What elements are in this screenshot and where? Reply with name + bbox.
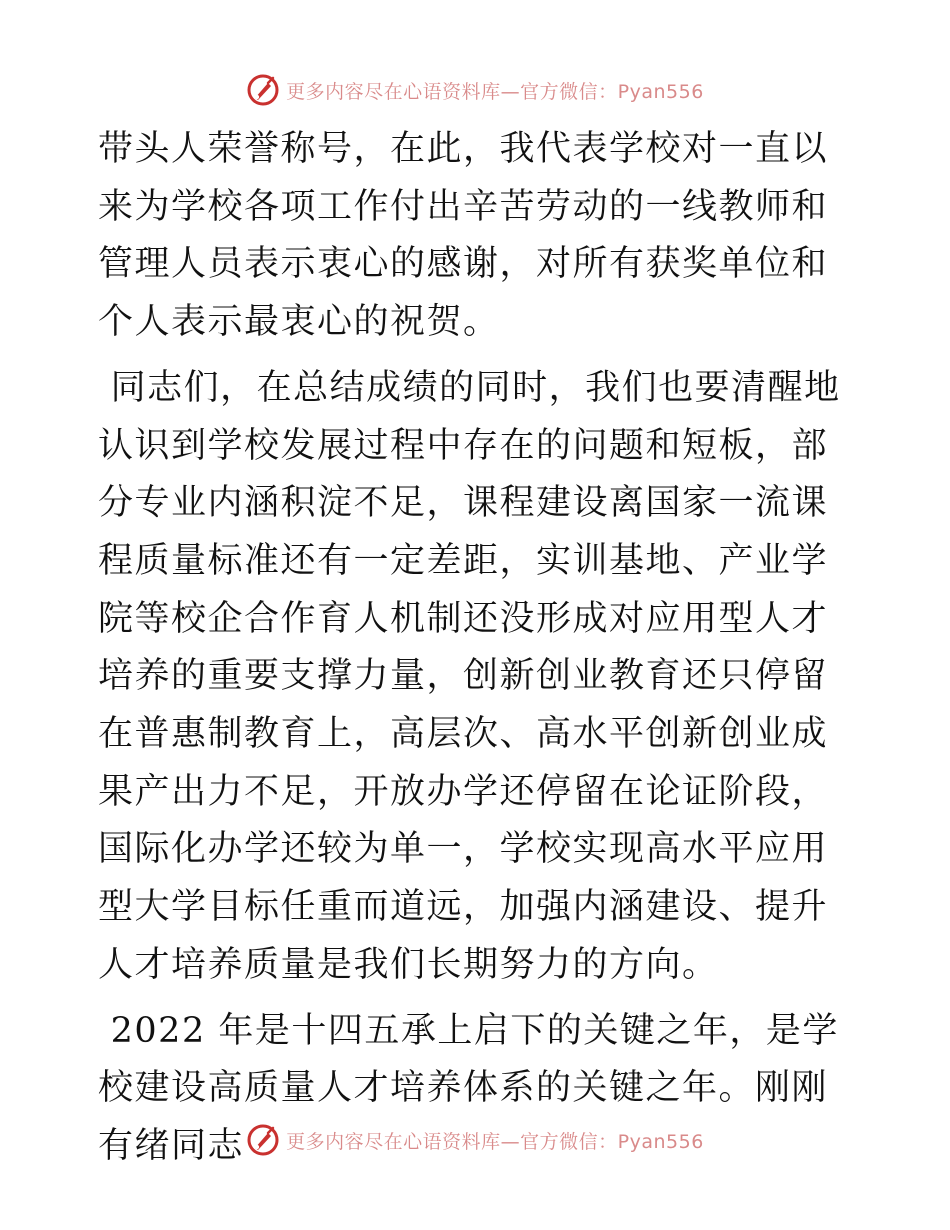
footer-banner-text: 更多内容尽在心语资料库—官方微信：Pyan556 xyxy=(286,1130,704,1153)
header-banner xyxy=(0,70,950,110)
footer-banner xyxy=(0,1120,950,1160)
quill-pen-logo-icon xyxy=(246,73,280,107)
header-banner-text: 更多内容尽在心语资料库—官方微信：Pyan556 xyxy=(286,80,704,103)
paragraph-2: 同志们，在总结成绩的同时，我们也要清醒地认识到学校发展过程中存在的问题和短板，部分专业内涵积淀不足，课程建设离国家一流课程质量标准还有一定差距，实训基地、产业学院等校企合作育人机制还没形成对应用型人才培养的重要支撑力量，创新创业教育还只停留在普惠制教育上，高层次、高水平创新创业成果产出力不足，开放办学还停留在论证阶段，国际化办学还较为单一，学校实现高水平应用型大学目标任重而道远，加强内涵建设、提升人才培养质量是我们长期努力的方向。 xyxy=(98,367,841,985)
paragraph-1: 带头人荣誉称号，在此，我代表学校对一直以来为学校各项工作付出辛苦劳动的一线教师和管理人员表示衷心的感谢，对所有获奖单位和个人表示最衷心的祝贺。 xyxy=(98,129,829,343)
paragraph-3: 2022 年是十四五承上启下的关键之年，是学校建设高质量人才培养体系的关键之年。刚刚有绪同志 xyxy=(98,1010,839,1166)
quill-pen-logo-icon xyxy=(246,1123,280,1157)
document-body xyxy=(98,121,858,1176)
